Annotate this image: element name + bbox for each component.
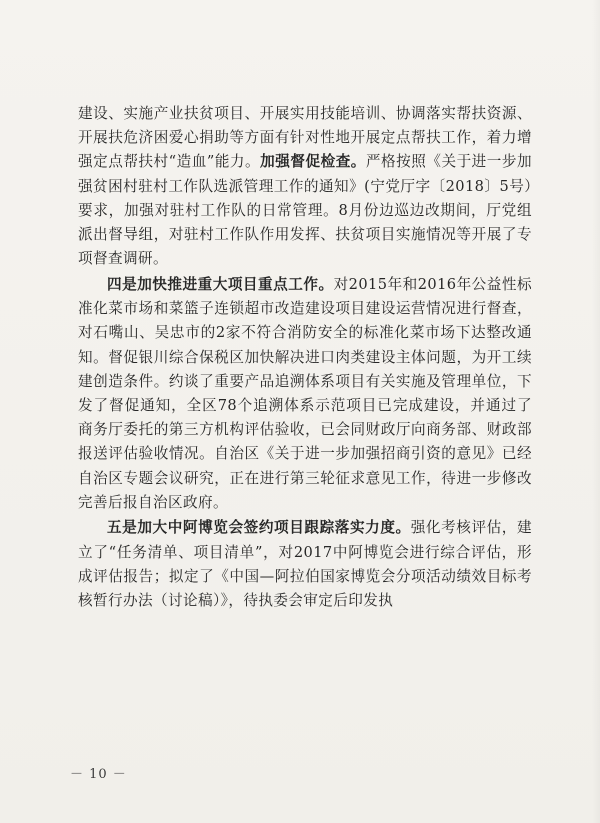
page-edge-shadow bbox=[592, 0, 600, 823]
page-number: － 10 － bbox=[70, 767, 127, 782]
paragraph-1-text-b: 严格按照《关于进一步加强贫困村驻村工作队选派管理工作的通知》(宁党厅字〔2018〕5号）要求，加强对驻村工作队的日常管理。8月份边巡边改期间，厅党组派出督导组，对驻村工作队作用发挥、扶贫项目实施情况等开展了专项督查调研。 bbox=[78, 153, 532, 268]
paragraph-3-text: 强化考核评估，建立了“任务清单、项目清单”，对2017中阿博览会进行综合评估，形成评估报告；拟定了《中国—阿拉伯国家博览会分项活动绩效目标考核暂行办法（讨论稿）》，待执委会审定后印发执 bbox=[78, 519, 532, 610]
paragraph-2-text: 对2015年和2016年公益性标准化菜市场和菜篮子连锁超市改造建设项目建设运营情况进行督查，对石嘴山、吴忠市的2家不符合消防安全的标准化菜市场下达整改通知。督促银川综合保税区加快解决进口肉类建设主体问题，为开工续建创造条件。约谈了重要产品追溯体系项目有关实施及管理单位，下发了督促通知，全区78个追溯体系示范项目已完成建设，并通过了商务厅委托的第三方机构评估验收，已会同财政厅向商务部、财政部报送评估验收情况。自治区《关于进一步加强招商引资的意见》已经自治区专题会议研究，正在进行第三轮征求意见工作，待进一步修改完善后报自治区政府。 bbox=[78, 275, 532, 511]
paragraph-1-bold-heading: 加强督促检查。 bbox=[260, 153, 366, 171]
paragraph-3-bold-heading: 五是加大中阿博览会签约项目跟踪落实力度。 bbox=[107, 519, 411, 537]
paragraph-1-text-a: 建设、实施产业扶贫项目、开展实用技能培训、协调落实帮扶资源、开展扶危济困爱心捐助等方面有针对性地开展定点帮扶工作，着力增强定点帮扶村“造血”能力。 bbox=[78, 105, 532, 171]
paragraph-3 bbox=[78, 516, 532, 613]
document-body bbox=[78, 102, 532, 615]
paragraph-2-bold-heading: 四是加快推进重大项目重点工作。 bbox=[107, 275, 334, 293]
paragraph-1-continued bbox=[78, 102, 532, 271]
paragraph-2 bbox=[78, 273, 532, 515]
